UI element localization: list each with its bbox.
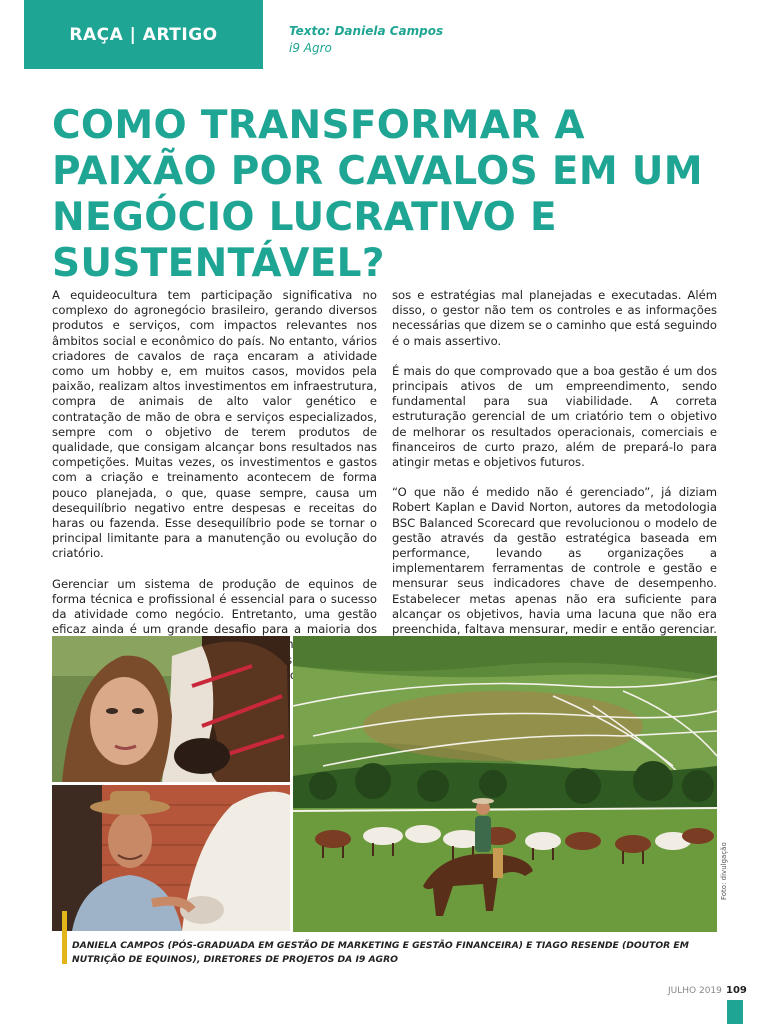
section-label: RAÇA | ARTIGO <box>69 24 218 45</box>
byline <box>289 23 443 57</box>
body-paragraph: É mais do que comprovado que a boa gestão é um dos principais ativos de um empreendimento, sendo fundamental para sua viabilidade. A correta estruturação gerencial de um criatório tem o objetivo de melhorar os resultados operacionais, comerciais e financeiros de curto prazo, além de prepará-lo para atingir metas e objetivos futuros. <box>392 363 717 470</box>
section-tag <box>24 0 263 69</box>
photo-caption: DANIELA CAMPOS (PÓS-GRADUADA EM GESTÃO DE MARKETING E GESTÃO FINANCEIRA) E TIAGO RESENDE (DOUTOR EM NUTRIÇÃO DE EQUINOS), DIRETORES DE PROJETOS DA I9 AGRO <box>72 940 689 965</box>
body-paragraph: “O que não é medido não é gerenciado”, já diziam Robert Kaplan e David Norton, autores da metodologia BSC Balanced Scorecard que revolucionou o modelo de gestão através da gestão estratégica baseada em performance, levando as organizações a implementarem ferramentas de controle e gestão e mensurar seus indicadores chave de desempenho. Estabelecer metas apenas não era suficiente para alcançar os objetivos, havia uma lacuna que não era preenchida, faltava mensurar, medir e então gerenciar. <box>392 485 717 637</box>
caption-accent-bar <box>62 911 67 964</box>
page-number: 109 <box>726 985 747 996</box>
issue-date: JULHO 2019 <box>668 986 722 996</box>
photo-woman-with-horse <box>52 636 290 782</box>
author-line: Texto: Daniela Campos <box>289 24 444 38</box>
body-paragraph: Gerenciar um sistema de produção de equinos de forma técnica e profissional é essencial para o sucesso da atividade como negócio. Entretanto, uma gestão eficaz ainda é um grande desafio para a maioria dos <box>52 576 377 637</box>
photo-credit: Foto: divulgação <box>720 842 728 900</box>
photo-man-with-horse <box>52 785 290 931</box>
body-paragraph: A equideocultura tem participação significativa no complexo do agronegócio brasileiro, gerando diversos produtos e serviços, com impactos relevantes nos âmbitos social e econômico do país. No entanto, vários criadores de cavalos de raça encaram a atividade como um hobby e, em muitos casos, movidos pela paixão, realizam altos investimentos em infraestrutura, compra de animais de alto valor genético e contratação de mão de obra e serviços especializados, sempre com o objetivo de terem produtos de qualidade, que consigam alcançar bons resultados nas competições. Muitas vezes, os investimentos e gastos com a criação e treinamento acontecem de forma pouco planejada, o que, quase sempre, causa um desequilíbrio negativo entre despesas e receitas do haras ou fazenda. Esse desequilíbrio pode se tornar o principal limitante para a manutenção ou evolução do criatório. <box>52 288 377 561</box>
org-line: i9 Agro <box>289 41 332 55</box>
body-paragraph: sos e estratégias mal planejadas e executadas. Além disso, o gestor não tem os controles e as informações necessárias que dizem se o caminho que está seguindo é o mais assertivo. <box>392 288 717 348</box>
footer-accent-mark <box>727 1000 743 1024</box>
article-headline: COMO TRANSFORMAR A PAIXÃO POR CAVALOS EM UM NEGÓCIO LUCRATIVO E SUSTENTÁVEL? <box>52 103 703 286</box>
photo-farm-horses <box>293 636 717 932</box>
